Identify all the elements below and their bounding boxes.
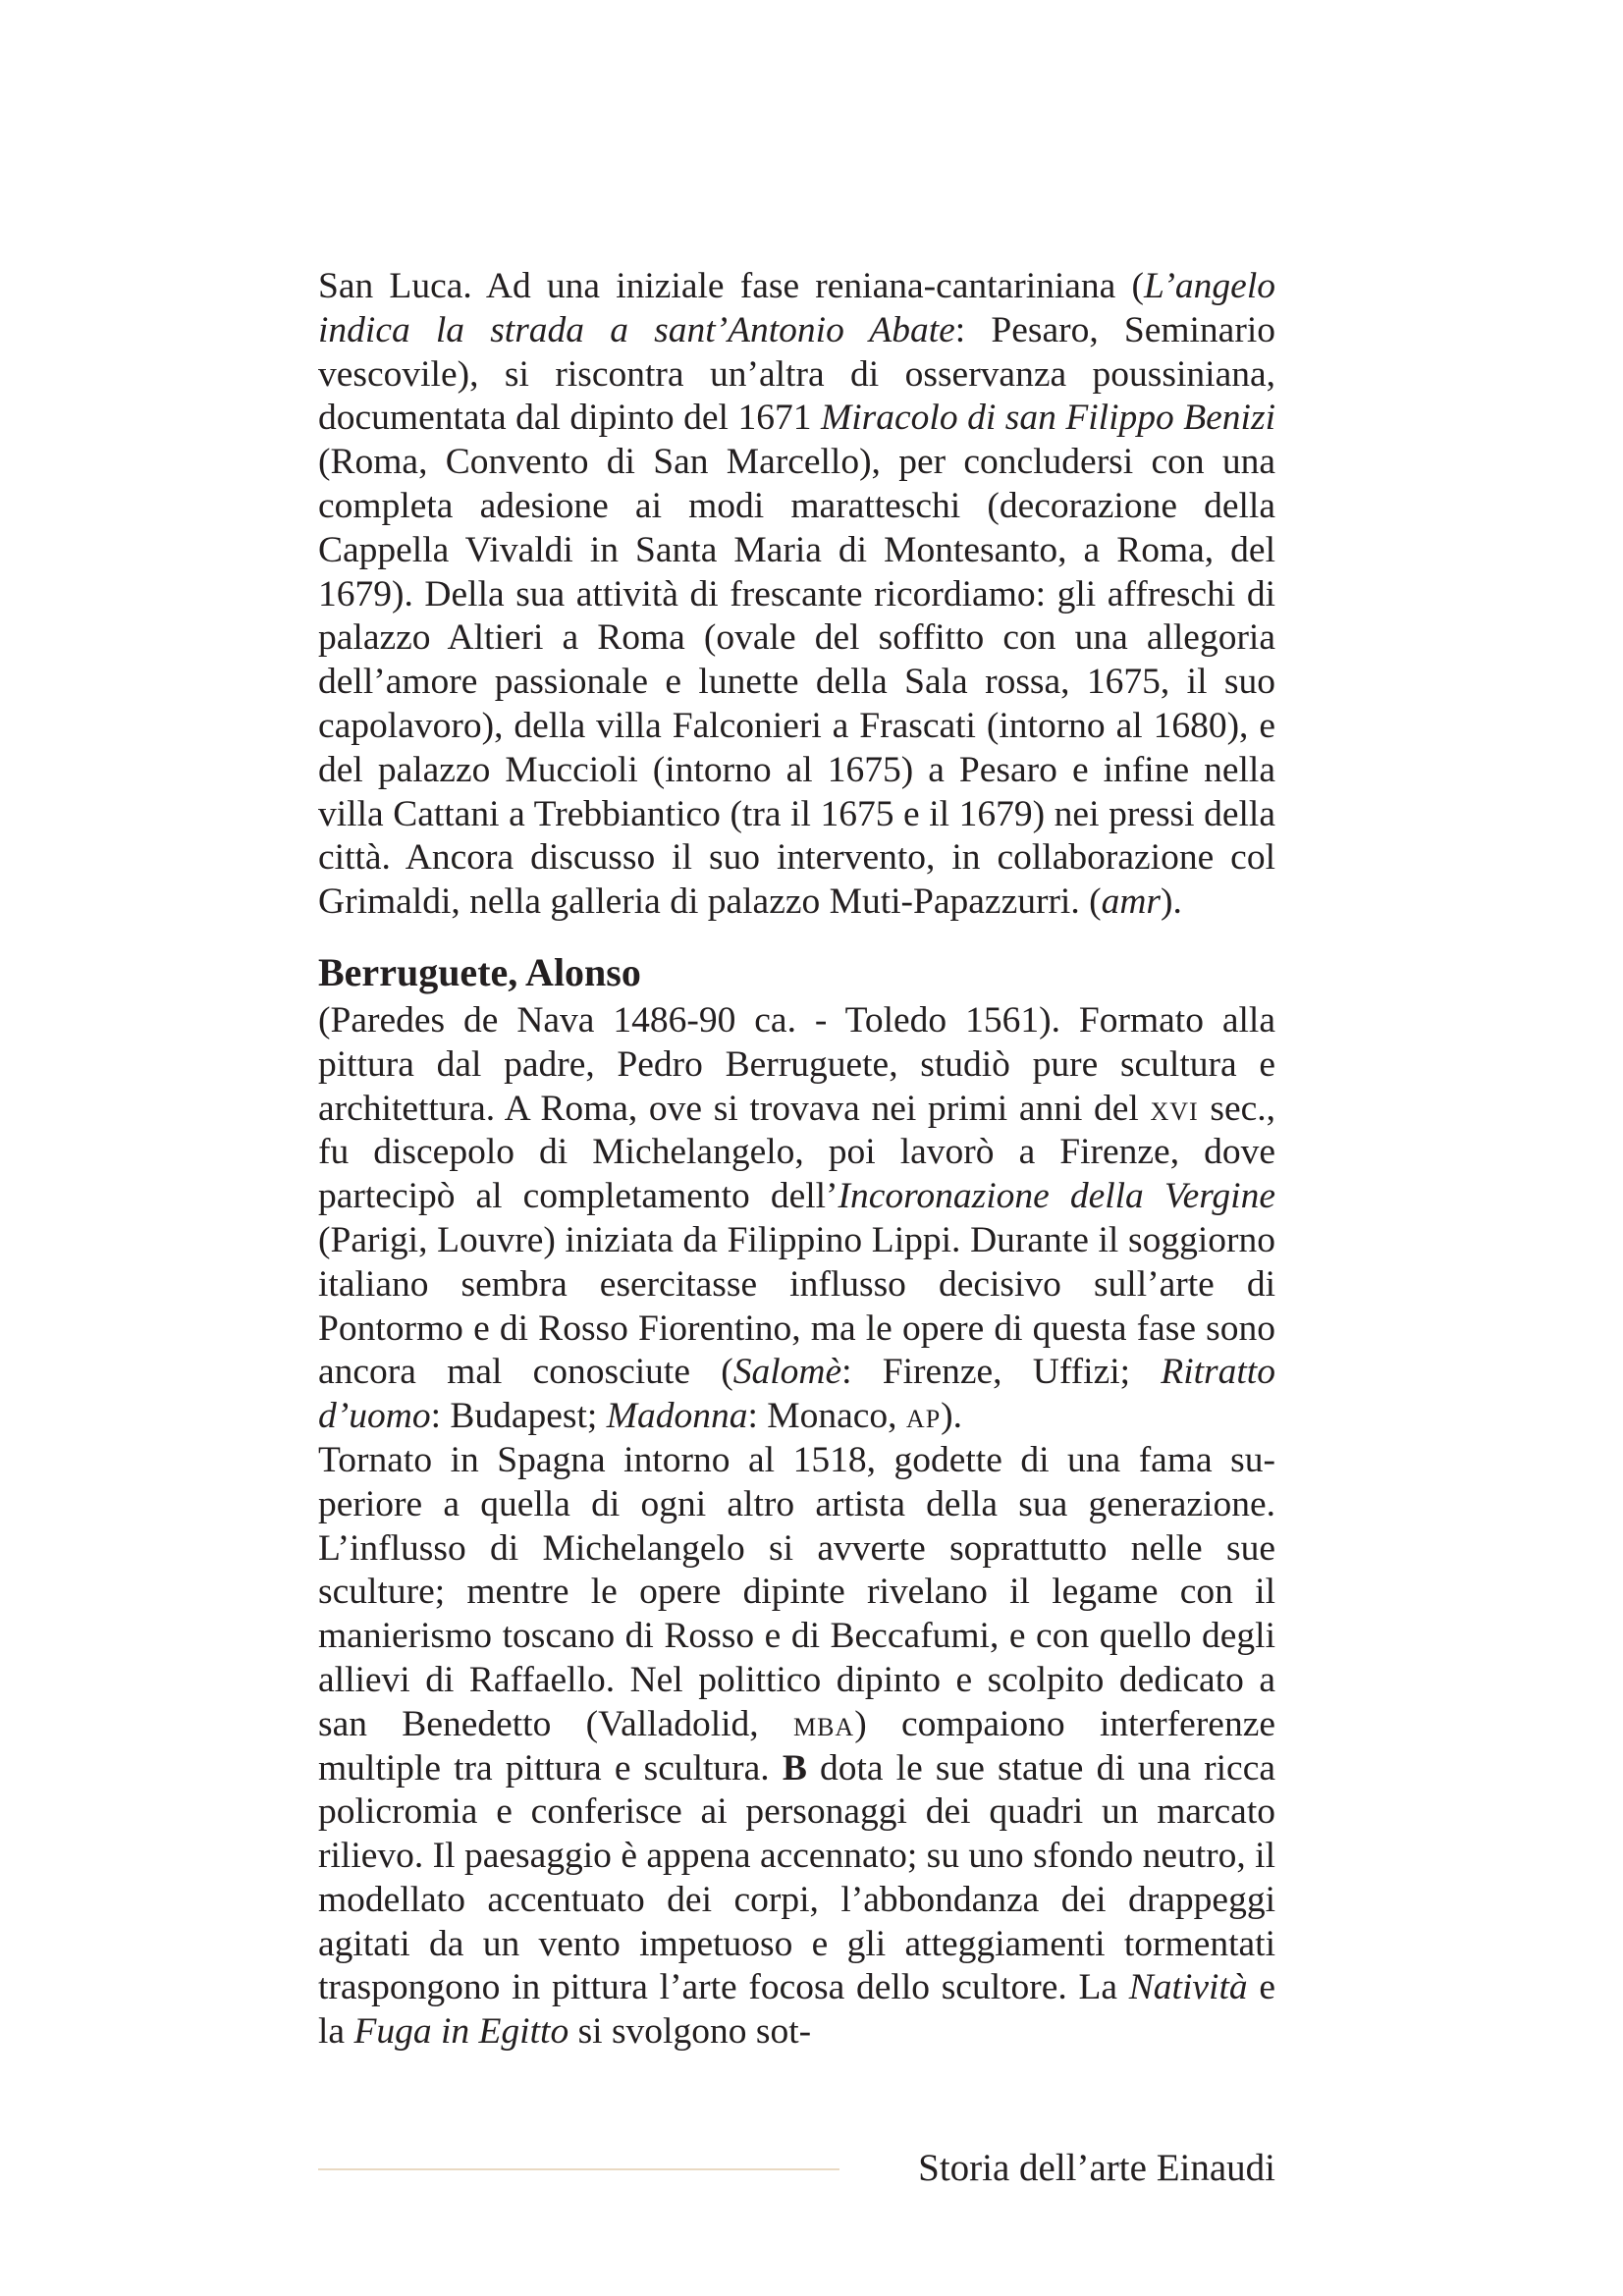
text-run: e la (318, 1967, 1275, 2053)
text-run: ). (1161, 881, 1182, 923)
text-run: : Monaco, (747, 1396, 906, 1437)
text-run: si svolgono sot- (568, 2011, 812, 2053)
text-run: dota le sue statue di una ricca policromia e conferisce ai personaggi dei quadri un marcato rilievo. Il paesaggio è appena accennato; su uno sfondo neutro, il modellato accentuato dei corpi, l’abbondanza dei drappeggi agitati da un vento impetuoso e gli atteggiamenti tormentati traspongono in pittura l’arte focosa dello scultore. La (318, 1747, 1275, 2008)
text-column (318, 265, 1275, 2055)
artwork-title: Natività (1128, 1967, 1248, 2008)
text-run: (Roma, Convento di San Marcello), per concludersi con una completa adesione ai modi maratteschi (decorazione della Cappella Vivaldi in Santa Maria di Montesanto, a Roma, del 1679). Della sua attività di frescante ricordiamo: gli affreschi di palazzo Altieri a Roma (ovale del soffitto con una allegoria dell’amore passionale e lunette della Sala rossa, 1675, il suo capolavoro), della villa Falconieri a Frascati (intorno al 1680), e del palazzo Muccioli (intorno al 1675) a Pesaro e infine nella villa Cattani a Trebbiantico (tra il 1675 e il 1679) nei pressi della città. Ancora discusso il suo intervento, in collaborazione col Grimaldi, nella galleria di palazzo Muti-Papazzurri. ( (318, 442, 1275, 923)
text-run: (Parigi, Louvre) iniziata da Filippino Lippi. Durante il soggiorno italiano sembra esercitasse influsso decisivo sull’arte di Pontormo e di Rosso Fiorentino, ma le opere di questa fase sono ancora mal conosciute ( (318, 1219, 1275, 1393)
paragraph-continuation (318, 265, 1275, 925)
text-run: ) compaiono interferenze multiple tra pittura e scultura. (318, 1703, 1275, 1789)
text-run: sec., fu discepolo di Michelangelo, poi lavorò a Firenze, dove partecipò al completamento dell’ (318, 1088, 1275, 1217)
footer-title: Storia dell’arte Einaudi (918, 2147, 1275, 2189)
author-initials: amr (1101, 881, 1162, 923)
footer-divider (318, 2168, 839, 2170)
text-run: : Firenze, Uffizi; (841, 1352, 1162, 1393)
text-run: San Luca. Ad una iniziale fase reniana-cantariniana ( (318, 266, 1144, 306)
century-numeral: xvi (1150, 1088, 1199, 1129)
artwork-title: Ritratto d’uomo (318, 1352, 1275, 1437)
artwork-title: Miracolo di san Filippo Benizi (821, 398, 1275, 439)
artist-initial: B (782, 1747, 807, 1789)
paragraph-spain (318, 1439, 1275, 2055)
artwork-title: Incoronazione della Vergine (838, 1176, 1275, 1217)
museum-abbreviation: mba (792, 1703, 855, 1744)
museum-abbreviation: ap (905, 1396, 942, 1437)
text-run: : Budapest; (430, 1396, 607, 1437)
text-run: (Paredes de Nava 1486-90 ca. - Toledo 1561). Formato alla pittura dal padre, Pedro Berruguete, studiò pure scultura e architettura. A Roma, ove si trovava nei primi anni del (318, 999, 1275, 1129)
text-run: : Pesaro, Seminario vescovile), si riscontra un’altra di osservanza poussiniana, documentata dal dipinto del 1671 (318, 309, 1275, 439)
artwork-title: Fuga in Egitto (353, 2011, 569, 2053)
text-run: Tornato in Spagna intorno al 1518, godette di una fama superiore a quella di ogni altro artista della sua generazione. L’influsso di Michelangelo si avverte soprattutto nelle sue sculture; mentre le opere dipinte rivelano il legame con il manierismo toscano di Rosso e di Beccafumi, e con quello degli allievi di Raffaello. Nel polittico dipinto e scolpito dedicato a san Benedetto (Valladolid, (318, 1439, 1275, 1744)
text-run: ). (941, 1396, 963, 1437)
entry-heading: Berruguete, Alonso (318, 949, 641, 994)
paragraph-biography (318, 999, 1275, 1439)
artwork-title: L’angelo indica la strada a sant’Antonio Abate (318, 266, 1275, 350)
artwork-title: Salomè (732, 1352, 842, 1393)
artwork-title: Madonna (606, 1396, 748, 1437)
